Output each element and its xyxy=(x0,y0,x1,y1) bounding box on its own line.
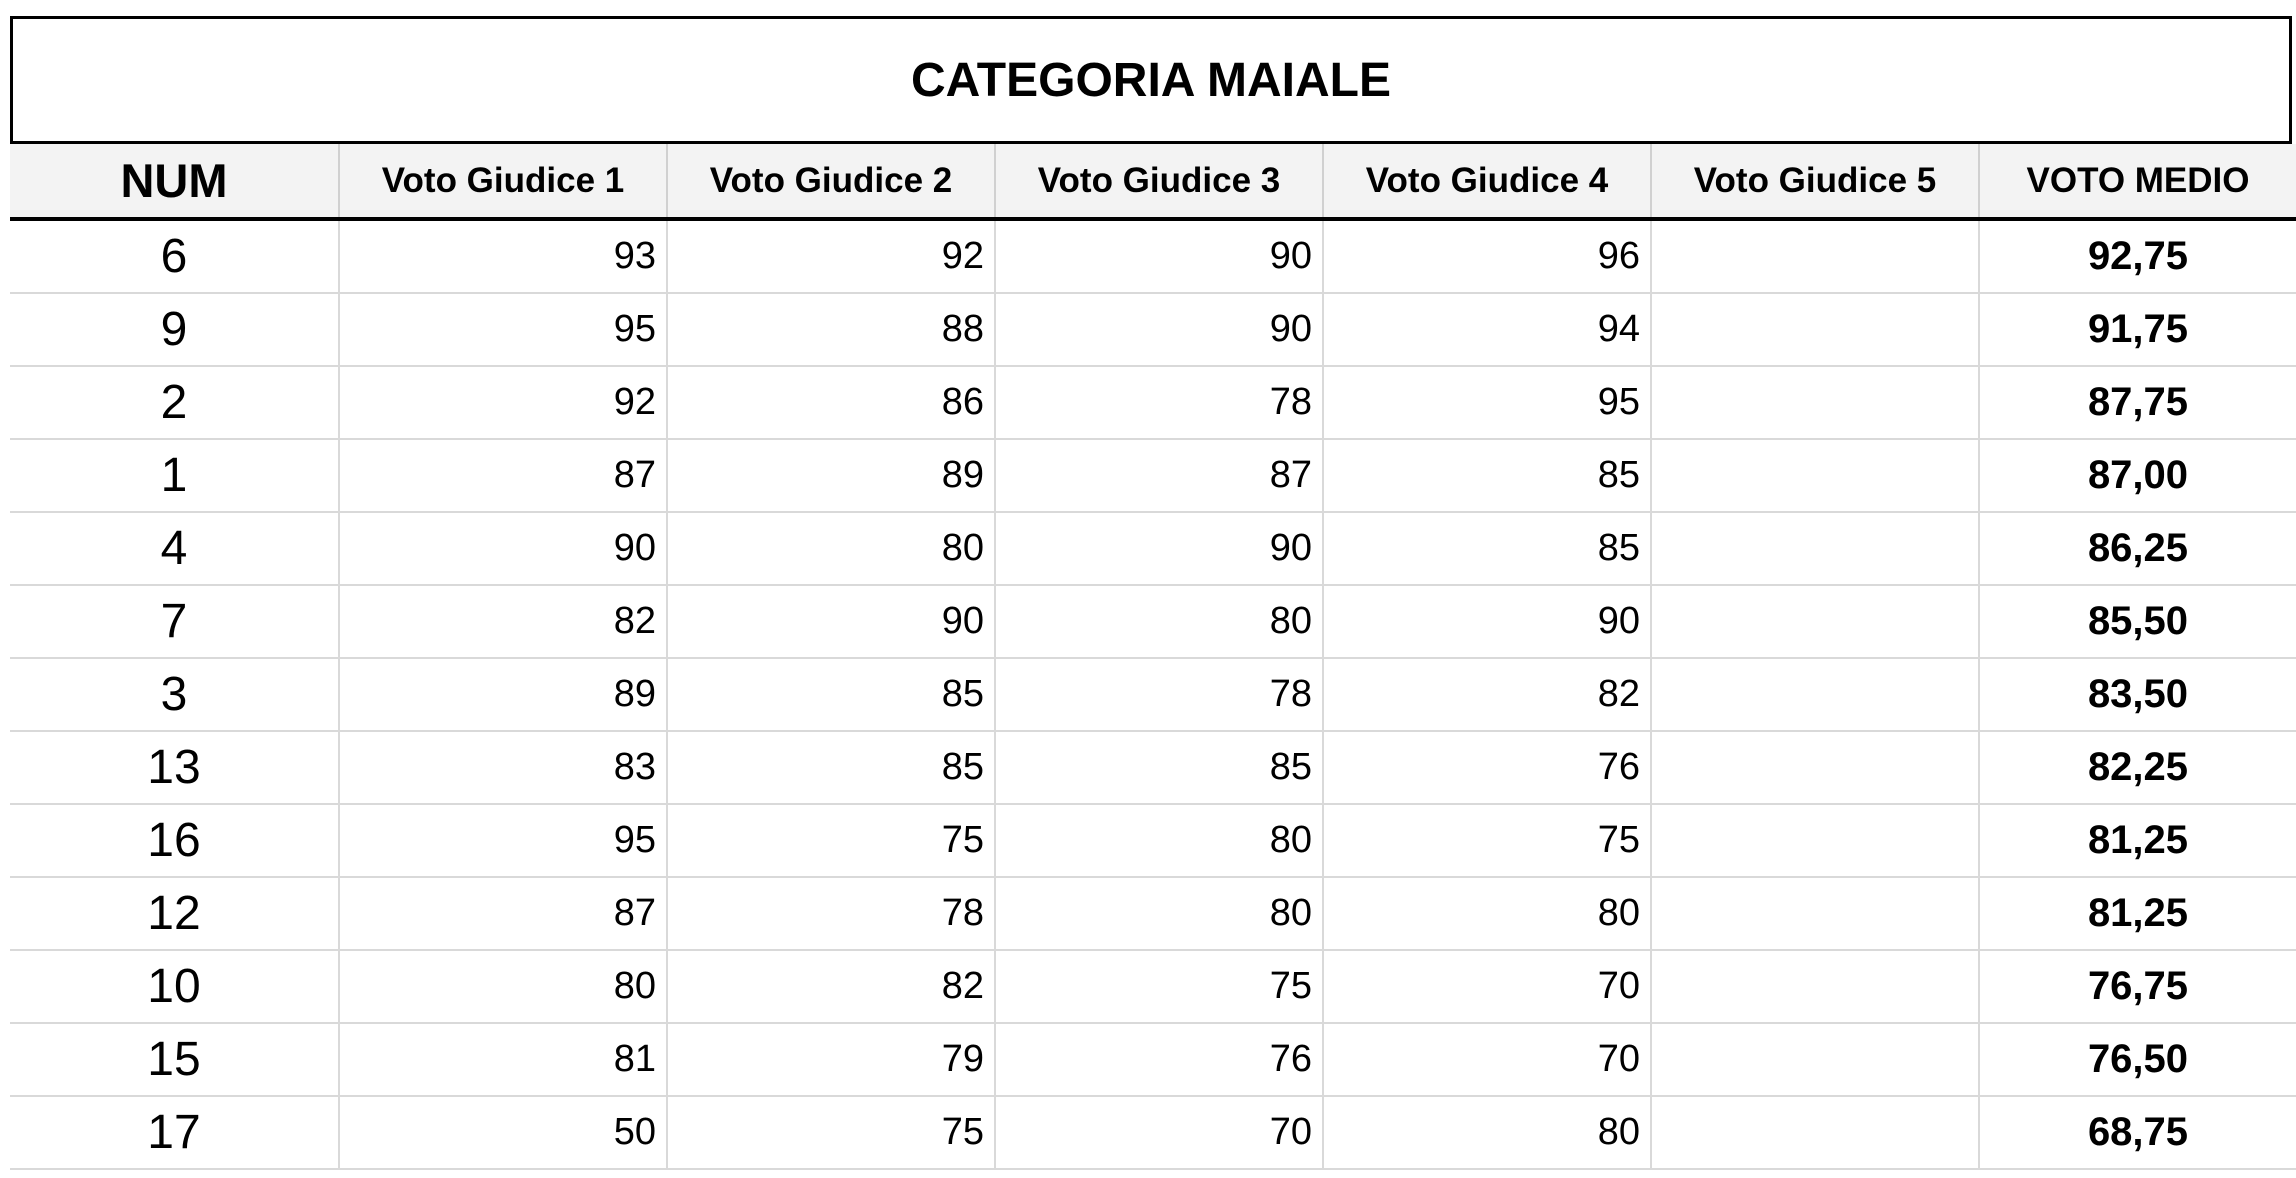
cell-judge-1: 93 xyxy=(339,219,667,293)
cell-num: 13 xyxy=(10,731,339,804)
cell-judge-1: 87 xyxy=(339,877,667,950)
cell-judge-4: 85 xyxy=(1323,512,1651,585)
cell-num: 16 xyxy=(10,804,339,877)
table-row xyxy=(10,219,2296,293)
cell-judge-3: 90 xyxy=(995,219,1323,293)
cell-judge-5 xyxy=(1651,366,1979,439)
cell-judge-5 xyxy=(1651,439,1979,512)
table-row xyxy=(10,366,2296,439)
sheet-title-text: CATEGORIA MAIALE xyxy=(911,53,1391,107)
cell-judge-4: 96 xyxy=(1323,219,1651,293)
cell-judge-3: 70 xyxy=(995,1096,1323,1169)
cell-judge-1: 89 xyxy=(339,658,667,731)
cell-judge-5 xyxy=(1651,219,1979,293)
cell-judge-4: 90 xyxy=(1323,585,1651,658)
header-judge-5: Voto Giudice 5 xyxy=(1651,144,1979,219)
cell-judge-1: 83 xyxy=(339,731,667,804)
cell-judge-4: 95 xyxy=(1323,366,1651,439)
cell-judge-4: 80 xyxy=(1323,1096,1651,1169)
table-row xyxy=(10,293,2296,366)
cell-average: 68,75 xyxy=(1979,1096,2296,1169)
cell-average: 87,00 xyxy=(1979,439,2296,512)
cell-judge-5 xyxy=(1651,731,1979,804)
cell-judge-4: 75 xyxy=(1323,804,1651,877)
cell-judge-4: 70 xyxy=(1323,950,1651,1023)
cell-judge-5 xyxy=(1651,1096,1979,1169)
table-row xyxy=(10,731,2296,804)
cell-judge-2: 79 xyxy=(667,1023,995,1096)
cell-judge-2: 75 xyxy=(667,804,995,877)
cell-judge-2: 85 xyxy=(667,731,995,804)
cell-judge-2: 90 xyxy=(667,585,995,658)
cell-average: 82,25 xyxy=(1979,731,2296,804)
header-judge-1: Voto Giudice 1 xyxy=(339,144,667,219)
cell-judge-1: 50 xyxy=(339,1096,667,1169)
cell-judge-1: 92 xyxy=(339,366,667,439)
cell-judge-3: 75 xyxy=(995,950,1323,1023)
cell-judge-2: 92 xyxy=(667,219,995,293)
table-row xyxy=(10,1096,2296,1169)
cell-num: 10 xyxy=(10,950,339,1023)
cell-num: 6 xyxy=(10,219,339,293)
cell-judge-2: 89 xyxy=(667,439,995,512)
cell-judge-1: 81 xyxy=(339,1023,667,1096)
cell-num: 7 xyxy=(10,585,339,658)
cell-judge-3: 78 xyxy=(995,658,1323,731)
cell-judge-5 xyxy=(1651,804,1979,877)
header-judge-3: Voto Giudice 3 xyxy=(995,144,1323,219)
cell-judge-2: 82 xyxy=(667,950,995,1023)
cell-judge-3: 87 xyxy=(995,439,1323,512)
cell-judge-5 xyxy=(1651,585,1979,658)
header-row xyxy=(10,144,2296,219)
cell-judge-2: 80 xyxy=(667,512,995,585)
cell-judge-2: 88 xyxy=(667,293,995,366)
table-row xyxy=(10,1023,2296,1096)
table-row xyxy=(10,950,2296,1023)
cell-judge-4: 85 xyxy=(1323,439,1651,512)
cell-judge-2: 75 xyxy=(667,1096,995,1169)
sheet-title xyxy=(10,16,2292,144)
cell-num: 9 xyxy=(10,293,339,366)
cell-num: 2 xyxy=(10,366,339,439)
cell-judge-1: 90 xyxy=(339,512,667,585)
cell-num: 3 xyxy=(10,658,339,731)
header-average: VOTO MEDIO xyxy=(1979,144,2296,219)
cell-judge-5 xyxy=(1651,877,1979,950)
cell-judge-2: 78 xyxy=(667,877,995,950)
table-row xyxy=(10,585,2296,658)
cell-average: 91,75 xyxy=(1979,293,2296,366)
header-judge-4: Voto Giudice 4 xyxy=(1323,144,1651,219)
score-sheet xyxy=(10,16,2292,1170)
scores-table xyxy=(10,144,2296,1170)
cell-judge-4: 70 xyxy=(1323,1023,1651,1096)
cell-judge-1: 82 xyxy=(339,585,667,658)
cell-num: 12 xyxy=(10,877,339,950)
table-row xyxy=(10,512,2296,585)
cell-average: 92,75 xyxy=(1979,219,2296,293)
cell-average: 76,50 xyxy=(1979,1023,2296,1096)
cell-average: 86,25 xyxy=(1979,512,2296,585)
cell-average: 81,25 xyxy=(1979,804,2296,877)
cell-num: 4 xyxy=(10,512,339,585)
table-row xyxy=(10,804,2296,877)
cell-judge-3: 90 xyxy=(995,512,1323,585)
cell-judge-1: 95 xyxy=(339,804,667,877)
cell-average: 83,50 xyxy=(1979,658,2296,731)
cell-judge-3: 78 xyxy=(995,366,1323,439)
cell-judge-1: 87 xyxy=(339,439,667,512)
cell-judge-1: 95 xyxy=(339,293,667,366)
cell-average: 87,75 xyxy=(1979,366,2296,439)
cell-judge-2: 86 xyxy=(667,366,995,439)
table-row xyxy=(10,877,2296,950)
cell-judge-3: 80 xyxy=(995,804,1323,877)
cell-num: 17 xyxy=(10,1096,339,1169)
cell-judge-4: 76 xyxy=(1323,731,1651,804)
table-row xyxy=(10,658,2296,731)
cell-judge-2: 85 xyxy=(667,658,995,731)
cell-judge-5 xyxy=(1651,293,1979,366)
cell-judge-4: 80 xyxy=(1323,877,1651,950)
cell-num: 1 xyxy=(10,439,339,512)
cell-judge-1: 80 xyxy=(339,950,667,1023)
table-body xyxy=(10,219,2296,1169)
cell-judge-3: 85 xyxy=(995,731,1323,804)
cell-judge-3: 80 xyxy=(995,877,1323,950)
table-row xyxy=(10,439,2296,512)
cell-judge-3: 80 xyxy=(995,585,1323,658)
cell-judge-4: 82 xyxy=(1323,658,1651,731)
cell-judge-3: 76 xyxy=(995,1023,1323,1096)
cell-average: 76,75 xyxy=(1979,950,2296,1023)
cell-judge-5 xyxy=(1651,950,1979,1023)
header-num: NUM xyxy=(10,144,339,219)
cell-judge-5 xyxy=(1651,1023,1979,1096)
cell-judge-3: 90 xyxy=(995,293,1323,366)
header-judge-2: Voto Giudice 2 xyxy=(667,144,995,219)
cell-judge-5 xyxy=(1651,512,1979,585)
cell-average: 85,50 xyxy=(1979,585,2296,658)
cell-judge-5 xyxy=(1651,658,1979,731)
cell-judge-4: 94 xyxy=(1323,293,1651,366)
cell-average: 81,25 xyxy=(1979,877,2296,950)
cell-num: 15 xyxy=(10,1023,339,1096)
